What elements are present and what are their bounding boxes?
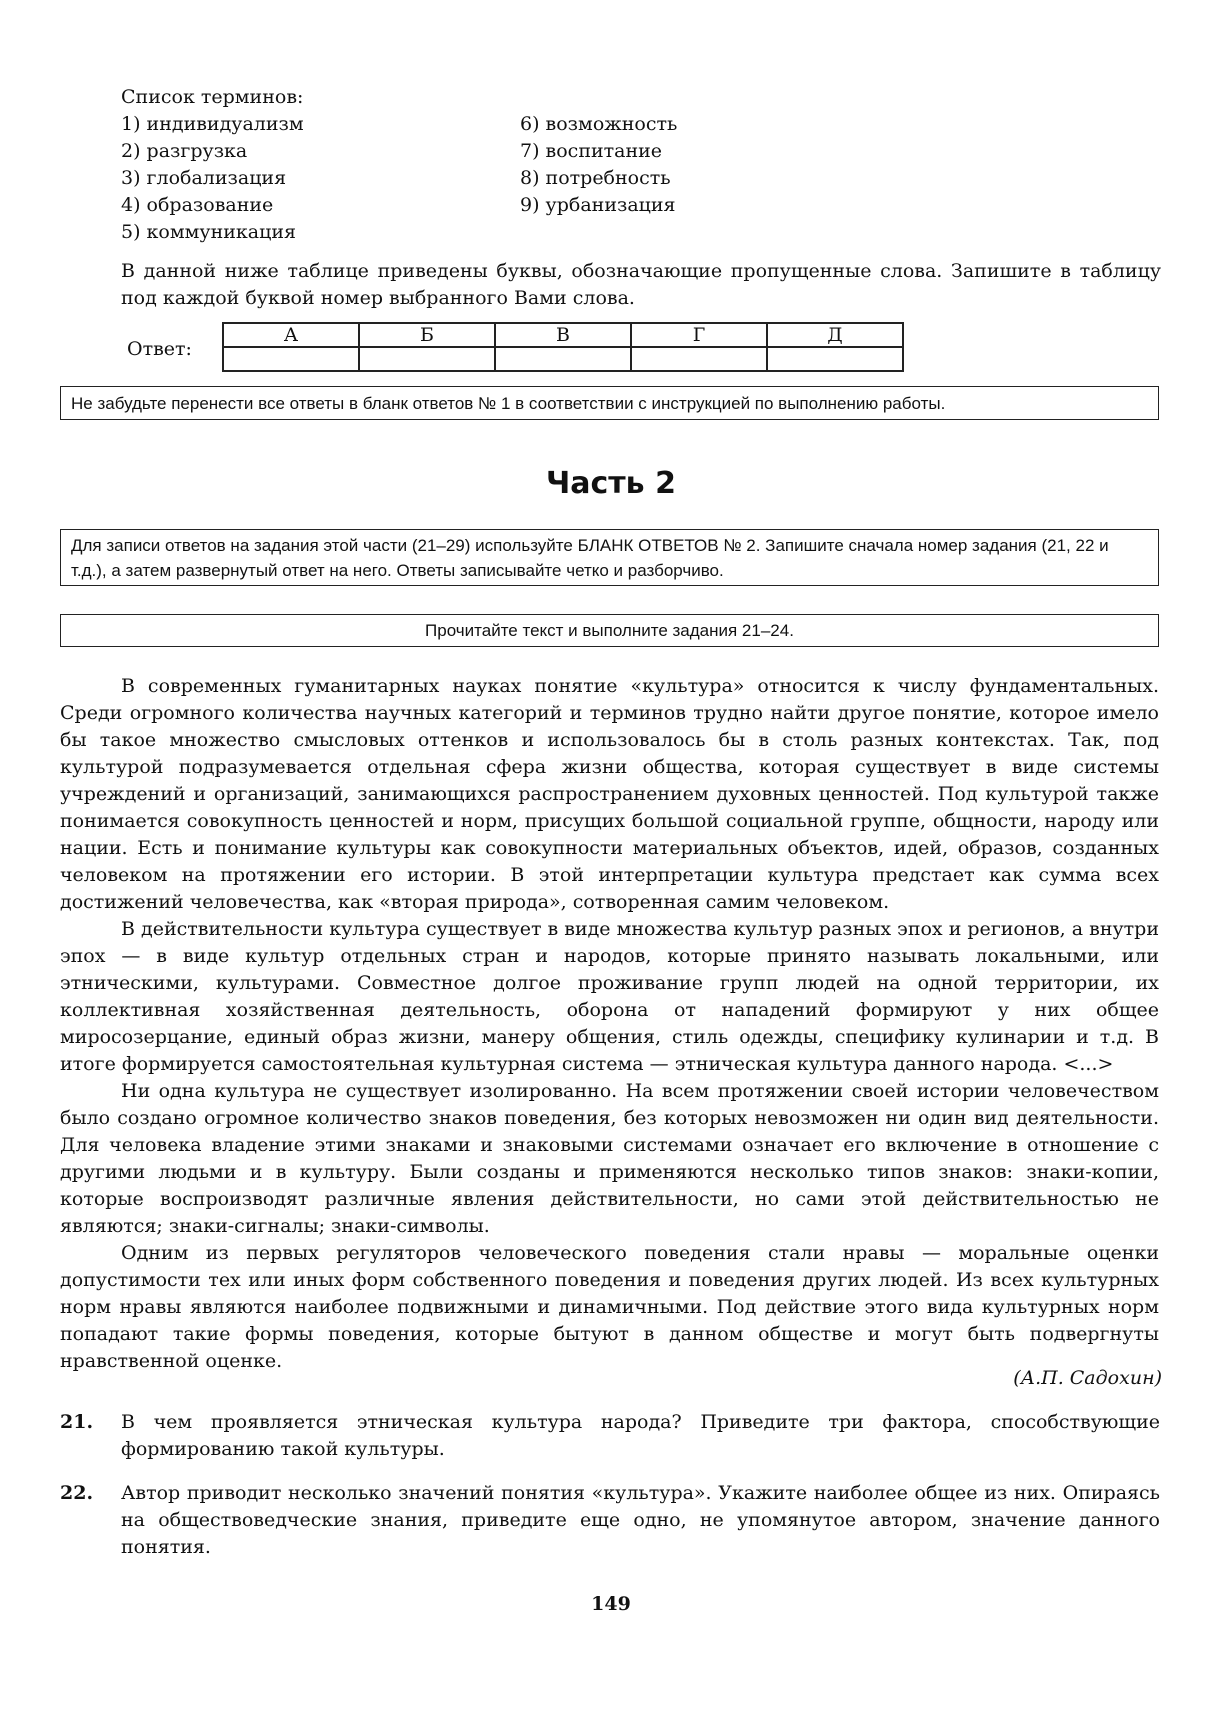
question-text: В чем проявляется этническая культура народа? Приведите три фактора, способствующие формированию такой культуры.	[121, 1411, 1160, 1460]
text-author: (А.П. Садохин)	[1013, 1367, 1162, 1389]
text-paragraph: Одним из первых регуляторов человеческого поведения стали нравы — моральные оценки допустимости тех или иных форм собственного поведения и поведения других людей. Из всех культурных норм нравы являются наиболее подвижными и динамичными. Под действие этого вида культурных норм попадают такие формы поведения, которые бытуют в данном обществе и могут быть подвергнуты нравственной оценке.	[60, 1242, 1159, 1372]
page-number: 149	[591, 1593, 631, 1615]
answer-letter: Г	[631, 323, 767, 347]
answer-cell[interactable]	[495, 347, 631, 371]
answer-letter: Д	[767, 323, 903, 347]
part2-instructions-notice: Для записи ответов на задания этой части (21–29) используйте БЛАНК ОТВЕТОВ № 2. Запишите сначала номер задания (21, 22 и т.д.), а затем развернутый ответ на него. Ответы записывайте четко и разборчиво.	[60, 529, 1159, 586]
text-paragraph: Ни одна культура не существует изолированно. На всем протяжении своей истории человечеством было создано огромное количество знаков поведения, без которых невозможен ни один вид деятельности. Для человека владение этими знаками и знаковыми системами означает его включение в отношение с другими людьми и в культуру. Были созданы и применяются несколько типов знаков: знаки-копии, которые воспроизводят различные явления действительности, но сами этой действительностью не являются; знаки-сигналы; знаки-символы.	[60, 1080, 1159, 1237]
question-22	[60, 1480, 1160, 1561]
text-paragraph: В действительности культура существует в виде множества культур разных эпох и регионов, а внутри эпох — в виде культур отдельных стран и народов, которые принято называть локальными, или этническими, культурами. Совместное долгое проживание групп людей на одной территории, их коллективная хозяйственная деятельность, оборона от нападений формируют у них общее миросозерцание, единый образ жизни, манеру общения, стиль одежды, специфику кулинарии и т.д. В итоге формируется самостоятельная культурная система — этническая культура данного народа. <...>	[60, 918, 1159, 1075]
terms-list-header: Список терминов:	[121, 86, 304, 108]
text-paragraph: В современных гуманитарных науках понятие «культура» относится к числу фундаментальных. Среди огромного количества научных категорий и терминов трудно найти другое понятие, которое имело бы такое множество смысловых оттенков и использовалось бы в столь разных контекстах. Так, под культурой подразумевается отдельная сфера жизни общества, которая существует в виде системы учреждений и организаций, занимающихся распространением духовных ценностей. Под культурой также понимается совокупность ценностей и норм, присущих большой социальной группе, общности, народу или нации. Есть и понимание культуры как совокупности материальных объектов, идей, образов, созданных человеком на протяжении его истории. В этой интерпретации культура предстает как сумма всех достижений человечества, как «вторая природа», сотворенная самим человеком.	[60, 675, 1159, 913]
answer-table	[222, 322, 904, 372]
term-item: 2) разгрузка	[121, 140, 248, 162]
answer-cell[interactable]	[359, 347, 495, 371]
term-item: 9) урбанизация	[520, 194, 676, 216]
answer-letter: В	[495, 323, 631, 347]
term-item: 4) образование	[121, 194, 274, 216]
term-item: 5) коммуникация	[121, 221, 296, 243]
answer-cells-row	[223, 347, 903, 371]
term-item: 3) глобализация	[121, 167, 287, 189]
term-item: 7) воспитание	[520, 140, 663, 162]
term-item: 8) потребность	[520, 167, 671, 189]
reading-text	[60, 673, 1159, 1375]
transfer-answers-notice: Не забудьте перенести все ответы в бланк ответов № 1 в соответствии с инструкцией по выполнению работы.	[60, 386, 1159, 420]
terms-column-right	[520, 111, 880, 219]
question-21	[60, 1409, 1160, 1463]
terms-column-left	[121, 111, 481, 246]
part-title: Часть 2	[546, 466, 676, 501]
answer-letters-row	[223, 323, 903, 347]
question-number: 22.	[60, 1482, 94, 1504]
answer-cell[interactable]	[631, 347, 767, 371]
answer-cell[interactable]	[767, 347, 903, 371]
table-instruction: В данной ниже таблице приведены буквы, обозначающие пропущенные слова. Запишите в таблицу под каждой буквой номер выбранного Вами слова.	[121, 260, 1161, 309]
term-item: 1) индивидуализм	[121, 113, 304, 135]
answer-letter: Б	[359, 323, 495, 347]
question-text: Автор приводит несколько значений понятия «культура». Укажите наиболее общее из них. Опираясь на обществоведческие знания, приведите еще одно, не упомянутое автором, значение данного понятия.	[121, 1482, 1160, 1558]
read-text-notice: Прочитайте текст и выполните задания 21–24.	[60, 614, 1159, 647]
answer-cell[interactable]	[223, 347, 359, 371]
answer-letter: А	[223, 323, 359, 347]
answer-label: Ответ:	[127, 338, 192, 360]
question-number: 21.	[60, 1411, 94, 1433]
term-item: 6) возможность	[520, 113, 678, 135]
